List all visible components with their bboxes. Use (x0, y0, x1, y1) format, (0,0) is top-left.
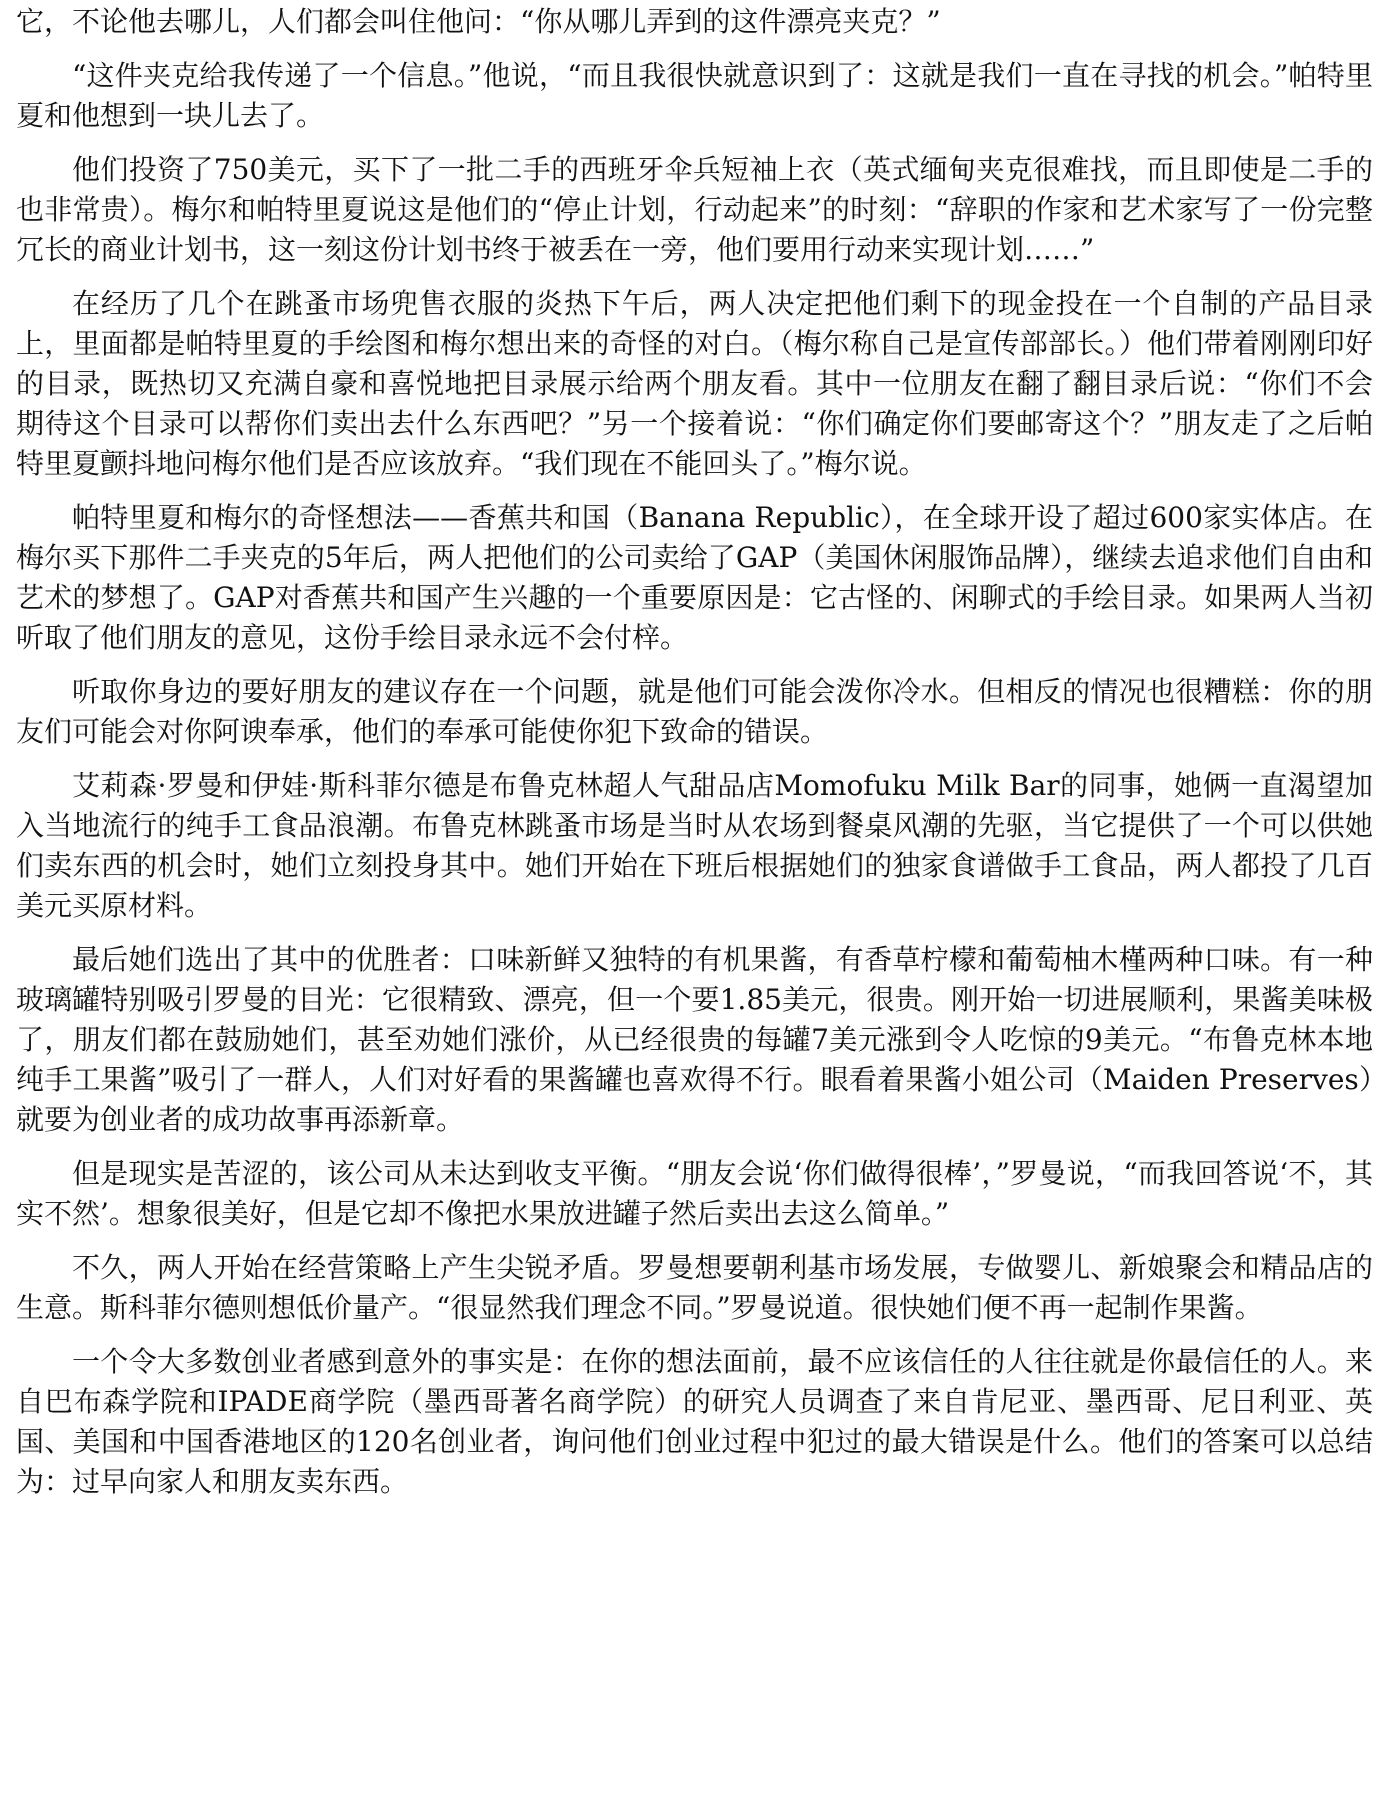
paragraph: 一个令大多数创业者感到意外的事实是：在你的想法面前，最不应该信任的人往往就是你最信任的人。来自巴布森学院和IPADE商学院（墨西哥著名商学院）的研究人员调查了来自肯尼亚、墨西哥、尼日利亚、英国、美国和中国香港地区的120名创业者，询问他们创业过程中犯过的最大错误是什么。他们的答案可以总结为：过早向家人和朋友卖东西。 (16, 1345, 1373, 1498)
paragraph: “这件夹克给我传递了一个信息。”他说，“而且我很快就意识到了：这就是我们一直在寻找的机会。”帕特里夏和他想到一块儿去了。 (16, 59, 1373, 132)
paragraph-continued: 它，不论他去哪儿，人们都会叫住他问：“你从哪儿弄到的这件漂亮夹克？” (16, 5, 941, 38)
paragraph: 最后她们选出了其中的优胜者：口味新鲜又独特的有机果酱，有香草柠檬和葡萄柚木槿两种口味。有一种玻璃罐特别吸引罗曼的目光：它很精致、漂亮，但一个要1.85美元，很贵。刚开始一切进展顺利，果酱美味极了，朋友们都在鼓励她们，甚至劝她们涨价，从已经很贵的每罐7美元涨到令人吃惊的9美元。“布鲁克林本地纯手工果酱”吸引了一群人，人们对好看的果酱罐也喜欢得不行。眼看着果酱小姐公司（Maiden Preserves）就要为创业者的成功故事再添新章。 (16, 943, 1373, 1136)
paragraph: 在经历了几个在跳蚤市场兜售衣服的炎热下午后，两人决定把他们剩下的现金投在一个自制的产品目录上，里面都是帕特里夏的手绘图和梅尔想出来的奇怪的对白。（梅尔称自己是宣传部部长。）他们带着刚刚印好的目录，既热切又充满自豪和喜悦地把目录展示给两个朋友看。其中一位朋友在翻了翻目录后说：“你们不会期待这个目录可以帮你们卖出去什么东西吧？”另一个接着说：“你们确定你们要邮寄这个？”朋友走了之后帕特里夏颤抖地问梅尔他们是否应该放弃。“我们现在不能回头了。”梅尔说。 (16, 287, 1373, 480)
paragraph: 听取你身边的要好朋友的建议存在一个问题，就是他们可能会泼你冷水。但相反的情况也很糟糕：你的朋友们可能会对你阿谀奉承，他们的奉承可能使你犯下致命的错误。 (16, 675, 1373, 748)
paragraph: 艾莉森·罗曼和伊娃·斯科菲尔德是布鲁克林超人气甜品店Momofuku Milk Bar的同事，她俩一直渴望加入当地流行的纯手工食品浪潮。布鲁克林跳蚤市场是当时从农场到餐桌风潮的先驱，当它提供了一个可以供她们卖东西的机会时，她们立刻投身其中。她们开始在下班后根据她们的独家食谱做手工食品，两人都投了几百美元买原材料。 (16, 769, 1373, 922)
paragraph: 但是现实是苦涩的，该公司从未达到收支平衡。“朋友会说‘你们做得很棒’，”罗曼说，“而我回答说‘不，其实不然’。想象很美好，但是它却不像把水果放进罐子然后卖出去这么简单。” (16, 1157, 1373, 1230)
paragraph: 帕特里夏和梅尔的奇怪想法——香蕉共和国（Banana Republic），在全球开设了超过600家实体店。在梅尔买下那件二手夹克的5年后，两人把他们的公司卖给了GAP（美国休闲服饰品牌），继续去追求他们自由和艺术的梦想了。GAP对香蕉共和国产生兴趣的一个重要原因是：它古怪的、闲聊式的手绘目录。如果两人当初听取了他们朋友的意见，这份手绘目录永远不会付梓。 (16, 501, 1373, 654)
paragraph: 不久，两人开始在经营策略上产生尖锐矛盾。罗曼想要朝利基市场发展，专做婴儿、新娘聚会和精品店的生意。斯科菲尔德则想低价量产。“很显然我们理念不同。”罗曼说道。很快她们便不再一起制作果酱。 (16, 1251, 1373, 1324)
paragraph: 他们投资了750美元，买下了一批二手的西班牙伞兵短袖上衣（英式缅甸夹克很难找，而且即使是二手的也非常贵）。梅尔和帕特里夏说这是他们的“停止计划，行动起来”的时刻：“辞职的作家和艺术家写了一份完整冗长的商业计划书，这一刻这份计划书终于被丢在一旁，他们要用行动来实现计划……” (16, 153, 1373, 266)
book-page (16, 2, 1373, 1516)
